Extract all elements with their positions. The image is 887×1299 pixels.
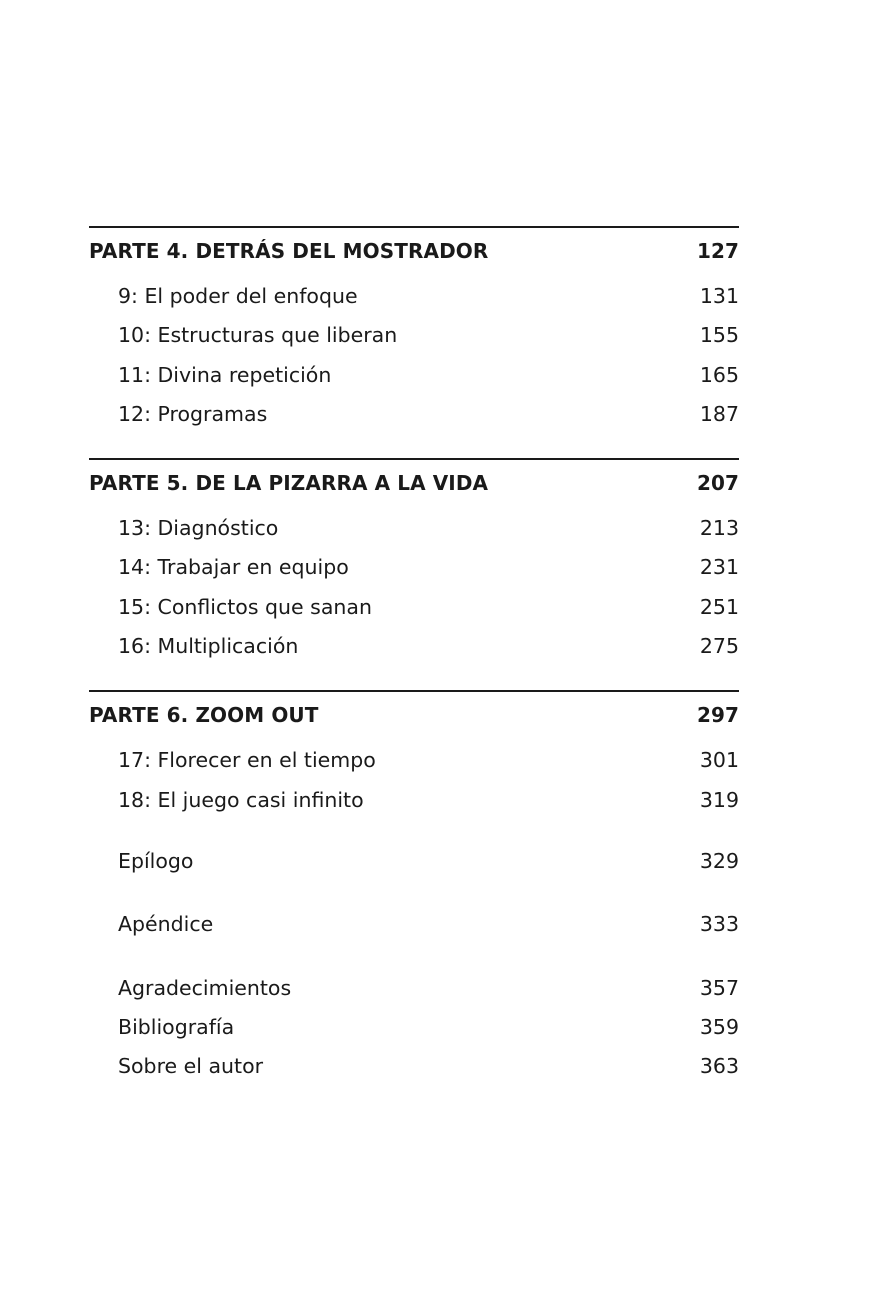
chapter-title: 18: El juego casi infinito: [118, 787, 364, 812]
back-matter-title: Apéndice: [118, 912, 214, 937]
back-matter-entry: [89, 1008, 739, 1047]
back-matter-page-number: 333: [699, 912, 739, 937]
chapter-entry: [89, 509, 739, 548]
toc-part: [89, 690, 739, 820]
chapter-page-number: 187: [699, 401, 739, 426]
chapter-page-number: 251: [699, 594, 739, 619]
back-matter-title: Sobre el autor: [118, 1054, 264, 1079]
chapter-entry: [89, 627, 739, 666]
back-matter-group: [89, 905, 739, 944]
chapter-page-number: 231: [699, 555, 739, 580]
chapter-entry: [89, 277, 739, 316]
chapter-page-number: 165: [699, 362, 739, 387]
table-of-contents: [89, 226, 739, 1086]
back-matter-entry: [89, 842, 739, 881]
back-matter-page-number: 363: [699, 1054, 739, 1079]
part-title: PARTE 4. DETRÁS DEL MOSTRADOR: [89, 239, 489, 263]
chapter-title: 14: Trabajar en equipo: [118, 555, 349, 580]
back-matter-page-number: 357: [699, 975, 739, 1000]
chapter-entry: [89, 588, 739, 627]
chapter-entry: [89, 741, 739, 780]
part-heading: [89, 228, 739, 274]
chapter-page-number: 319: [699, 787, 739, 812]
chapter-page-number: 213: [699, 516, 739, 541]
back-matter-entry: [89, 1047, 739, 1086]
back-matter-group: [89, 842, 739, 881]
chapter-entry: [89, 316, 739, 355]
chapter-title: 9: El poder del enfoque: [118, 284, 358, 308]
chapter-title: 10: Estructuras que liberan: [118, 323, 398, 348]
back-matter-title: Epílogo: [118, 848, 194, 873]
chapter-entry: [89, 548, 739, 587]
back-matter-entry: [89, 969, 739, 1008]
part-page-number: 297: [696, 703, 739, 728]
back-matter: [89, 842, 739, 1086]
part-title: PARTE 6. ZOOM OUT: [89, 703, 319, 728]
part-title: PARTE 5. DE LA PIZARRA A LA VIDA: [89, 471, 489, 496]
back-matter-page-number: 329: [699, 848, 739, 873]
chapter-page-number: 275: [699, 634, 739, 659]
back-matter-page-number: 359: [699, 1014, 739, 1039]
back-matter-group: [89, 969, 739, 1087]
chapter-title: 13: Diagnóstico: [118, 516, 279, 541]
chapter-page-number: 131: [699, 284, 739, 308]
back-matter-entry: [89, 905, 739, 944]
chapter-page-number: 301: [699, 748, 739, 773]
part-page-number: 127: [696, 239, 739, 263]
chapter-title: 16: Multiplicación: [118, 634, 299, 659]
chapter-title: 15: Conflictos que sanan: [118, 594, 372, 619]
back-matter-title: Bibliografía: [118, 1014, 235, 1039]
part-page-number: 207: [696, 471, 739, 496]
chapter-entry: [89, 356, 739, 395]
chapter-title: 12: Programas: [118, 401, 268, 426]
chapter-title: 11: Divina repetición: [118, 362, 332, 387]
toc-part: [89, 226, 739, 434]
chapter-title: 17: Florecer en el tiempo: [118, 748, 376, 773]
part-heading: [89, 460, 739, 506]
chapter-entry: [89, 781, 739, 820]
part-heading: [89, 692, 739, 738]
chapter-page-number: 155: [699, 323, 739, 348]
chapter-entry: [89, 395, 739, 434]
back-matter-title: Agradecimientos: [118, 975, 292, 1000]
toc-part: [89, 458, 739, 666]
